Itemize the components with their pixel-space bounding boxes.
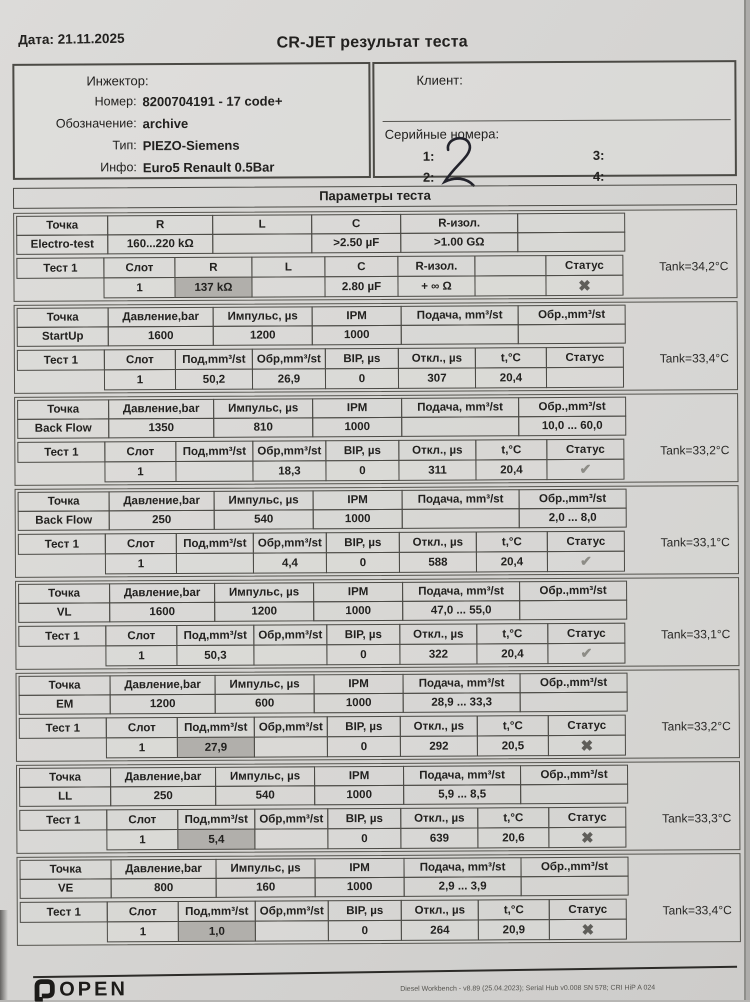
test-value-cell: 50,3 bbox=[176, 645, 254, 666]
test-value-row bbox=[103, 274, 736, 298]
test-header-cell: t,°C bbox=[476, 531, 548, 552]
test-value-row bbox=[106, 826, 739, 850]
test-value-cell: 0 bbox=[327, 828, 401, 849]
test-header-cell: BIP, µs bbox=[325, 348, 399, 369]
point-table bbox=[18, 580, 738, 623]
test-value-cell: 137 kΩ bbox=[174, 277, 252, 298]
test-header-cell: Под,mm³/st bbox=[176, 533, 254, 554]
test-header-cell: Под,mm³/st bbox=[178, 901, 256, 922]
test-value-cell bbox=[254, 736, 328, 757]
test-header-cell: BIP, µs bbox=[327, 808, 401, 829]
point-value-cell bbox=[520, 784, 628, 805]
point-header-cell: Обр.,mm³/st bbox=[520, 857, 628, 878]
point-value-cell: Back Flow bbox=[18, 510, 110, 530]
serial-numbers-label: Серийные номера: bbox=[384, 126, 500, 142]
point-header-cell: Точка bbox=[17, 307, 109, 327]
test-label-cell: Тест 1 bbox=[18, 533, 106, 554]
point-header-cell: Импульс, µs bbox=[215, 858, 315, 879]
test-header-cell: Под,mm³/st bbox=[177, 717, 255, 738]
point-header-cell: Обр.,mm³/st bbox=[518, 305, 626, 326]
point-value-cell bbox=[519, 600, 627, 621]
test-header-cell: Статус bbox=[549, 899, 627, 920]
point-header-cell: Подача, mm³/st bbox=[403, 673, 521, 694]
test-table bbox=[19, 806, 739, 851]
test-value-row bbox=[104, 366, 737, 390]
test-value-cell: 1 bbox=[104, 461, 176, 482]
test-header-cell: Обр,mm³/st bbox=[255, 900, 329, 921]
point-header-cell: C bbox=[311, 214, 401, 234]
status-pass-icon: ✔ bbox=[546, 459, 624, 480]
test-value-row bbox=[106, 734, 739, 758]
test-table bbox=[19, 714, 739, 759]
point-value-cell: 1200 bbox=[214, 601, 314, 622]
test-value-cell: 20,5 bbox=[477, 735, 549, 756]
field-label: Инфо: bbox=[100, 160, 137, 175]
point-header-cell: R-изол. bbox=[400, 213, 518, 234]
test-header-cell: t,°C bbox=[477, 807, 549, 828]
test-label-cell: Тест 1 bbox=[19, 717, 107, 738]
test-block-startup bbox=[14, 301, 738, 394]
point-header-cell: Импульс, µs bbox=[215, 674, 315, 695]
tank-temperature: Tank=34,2°C bbox=[659, 259, 729, 274]
test-header-cell: BIP, µs bbox=[327, 716, 401, 737]
point-value-cell: >2.50 µF bbox=[311, 233, 401, 253]
test-header-cell: Слот bbox=[104, 441, 176, 462]
test-value-cell bbox=[253, 644, 327, 665]
point-value-cell: 2,0 ... 8,0 bbox=[519, 508, 627, 529]
test-value-cell: 4,4 bbox=[253, 552, 327, 573]
point-value-cell: VE bbox=[20, 878, 112, 898]
point-table bbox=[17, 396, 737, 439]
software-version-info: Diesel Workbench - v8.89 (25.04.2023); Serial Hub v0.008 SN 578; CRI HiP A 024 bbox=[400, 984, 656, 993]
point-header-cell: Точка bbox=[18, 583, 110, 603]
point-table bbox=[17, 304, 737, 347]
point-value-cell: 28,9 ... 33,3 bbox=[403, 692, 521, 713]
field-label: Обозначение: bbox=[55, 116, 137, 131]
test-header-cell: t,°C bbox=[475, 439, 547, 460]
injector-field-row bbox=[14, 89, 368, 113]
point-table bbox=[19, 856, 739, 899]
test-value-cell: 20,4 bbox=[475, 459, 547, 480]
test-value-cell: 50,2 bbox=[175, 369, 253, 390]
point-value-row bbox=[18, 599, 738, 623]
test-value-cell: 322 bbox=[399, 643, 477, 664]
open-logo-icon bbox=[33, 979, 56, 1002]
point-value-cell: 250 bbox=[109, 510, 215, 531]
point-value-cell bbox=[520, 692, 628, 713]
point-header-cell: Давление,bar bbox=[108, 399, 214, 420]
point-header-cell: Точка bbox=[19, 859, 111, 879]
point-value-cell: 10,0 ... 60,0 bbox=[518, 416, 626, 437]
test-header-cell: Статус bbox=[546, 439, 624, 460]
point-value-cell: 1200 bbox=[110, 694, 216, 715]
test-label-cell: Тест 1 bbox=[17, 441, 105, 462]
point-value-cell: VL bbox=[18, 602, 110, 622]
test-value-cell: 0 bbox=[325, 368, 399, 389]
test-value-cell: 20,6 bbox=[477, 827, 549, 848]
point-header-cell: Подача, mm³/st bbox=[401, 305, 519, 326]
point-value-cell: LL bbox=[19, 786, 111, 806]
point-header-cell: Точка bbox=[16, 215, 108, 235]
point-value-cell: 250 bbox=[110, 786, 216, 807]
point-header-cell: Давление,bar bbox=[109, 583, 215, 604]
test-value-cell: 1 bbox=[105, 553, 177, 574]
test-value-cell: 1 bbox=[105, 645, 177, 666]
test-value-row bbox=[105, 642, 738, 666]
point-value-cell: 1000 bbox=[312, 325, 402, 345]
test-header-cell: Слот bbox=[107, 901, 179, 922]
blocks-host bbox=[13, 209, 741, 949]
test-table bbox=[17, 438, 737, 483]
test-block-backflow-1 bbox=[14, 393, 738, 486]
test-label-cell: Тест 1 bbox=[18, 625, 106, 646]
test-value-cell: 20,4 bbox=[476, 643, 548, 664]
point-value-cell: 1200 bbox=[213, 325, 313, 346]
point-value-cell: EM bbox=[19, 694, 111, 714]
test-label-cell: Тест 1 bbox=[17, 349, 105, 370]
test-value-cell: 20,9 bbox=[478, 919, 550, 940]
test-header-cell: Обр,mm³/st bbox=[253, 532, 327, 553]
point-header-cell: Подача, mm³/st bbox=[402, 581, 520, 602]
test-header-cell: Слот bbox=[104, 349, 176, 370]
status-fail-icon: ✖ bbox=[548, 827, 626, 848]
test-value-row bbox=[107, 918, 740, 942]
test-value-row bbox=[105, 550, 738, 574]
point-value-row bbox=[16, 231, 736, 255]
test-value-cell bbox=[254, 828, 328, 849]
test-header-cell: Откл., µs bbox=[401, 899, 479, 920]
point-value-cell: 47,0 ... 55,0 bbox=[402, 600, 520, 621]
test-block-ll bbox=[16, 761, 740, 854]
point-value-cell: 800 bbox=[111, 878, 217, 899]
point-value-cell bbox=[401, 416, 519, 437]
test-value-cell bbox=[175, 461, 253, 482]
test-header-cell: Статус bbox=[547, 531, 625, 552]
test-block-vl bbox=[15, 577, 739, 670]
test-header-cell: L bbox=[251, 256, 325, 277]
report-date: Дата: 21.11.2025 bbox=[18, 30, 125, 48]
point-header-cell: IPM bbox=[314, 766, 404, 786]
point-header-cell: Импульс, µs bbox=[214, 490, 314, 511]
point-header-cell: Подача, mm³/st bbox=[403, 857, 521, 878]
point-header-cell: IPM bbox=[314, 858, 404, 878]
point-value-cell bbox=[212, 233, 312, 254]
point-header-cell: Давление,bar bbox=[109, 491, 215, 512]
injector-field-row bbox=[15, 111, 369, 135]
point-header-cell: Давление,bar bbox=[110, 767, 216, 788]
point-header-cell: Обр.,mm³/st bbox=[520, 765, 628, 786]
test-header-cell: t,°C bbox=[475, 347, 547, 368]
injector-info: Euro5 Renault 0.5Bar bbox=[142, 159, 275, 175]
injector-type: PIEZO-Siemens bbox=[142, 137, 240, 153]
point-table bbox=[19, 672, 739, 715]
test-header-cell: t,°C bbox=[478, 899, 550, 920]
test-value-cell: 307 bbox=[398, 367, 476, 388]
test-value-cell: 20,4 bbox=[475, 367, 547, 388]
test-value-cell: 264 bbox=[401, 919, 479, 940]
tank-temperature: Tank=33,4°C bbox=[662, 903, 732, 918]
test-header-cell: Статус bbox=[546, 347, 624, 368]
point-value-cell: 540 bbox=[215, 785, 315, 806]
test-header-cell: Обр,mm³/st bbox=[252, 440, 326, 461]
point-header-cell: IPM bbox=[312, 398, 402, 418]
test-header-cell: Слот bbox=[106, 717, 178, 738]
status-fail-icon: ✖ bbox=[549, 919, 627, 940]
point-value-row bbox=[19, 691, 739, 715]
point-header-cell: Обр.,mm³/st bbox=[519, 489, 627, 510]
test-label-cell: Тест 1 bbox=[19, 809, 107, 830]
test-header-cell: Слот bbox=[105, 533, 177, 554]
info-section bbox=[12, 60, 737, 185]
test-value-cell: 1 bbox=[106, 829, 178, 850]
test-block-backflow-2 bbox=[15, 485, 739, 578]
test-value-cell bbox=[474, 275, 546, 296]
point-value-cell: 1000 bbox=[314, 785, 404, 805]
point-value-cell bbox=[401, 324, 519, 345]
test-value-cell: 2.80 µF bbox=[324, 276, 398, 297]
test-header-cell: R-изол. bbox=[397, 255, 475, 276]
photo-edge bbox=[746, 0, 750, 1000]
point-value-cell: 1000 bbox=[313, 601, 403, 621]
client-label: Клиент: bbox=[416, 72, 463, 88]
test-value-cell: 0 bbox=[326, 552, 400, 573]
point-table bbox=[18, 488, 738, 531]
test-block-ve bbox=[16, 853, 740, 946]
serial-slot-1: 1: bbox=[422, 148, 435, 164]
test-value-cell: 27,9 bbox=[177, 737, 255, 758]
tank-temperature: Tank=33,4°C bbox=[659, 351, 729, 366]
test-header-cell: Обр,mm³/st bbox=[254, 808, 328, 829]
test-header-cell: Статус bbox=[548, 807, 626, 828]
point-header-cell: R bbox=[107, 215, 213, 236]
point-value-cell: 1000 bbox=[313, 509, 403, 529]
test-header-cell: Под,mm³/st bbox=[177, 809, 255, 830]
test-table bbox=[18, 530, 738, 575]
test-value-cell: 0 bbox=[327, 736, 401, 757]
test-header-cell: C bbox=[324, 256, 398, 277]
test-header-cell: Статус bbox=[547, 623, 625, 644]
tank-temperature: Tank=33,3°C bbox=[662, 811, 732, 826]
photo-edge-line bbox=[744, 0, 746, 1000]
point-value-cell: 1000 bbox=[312, 417, 402, 437]
test-value-cell bbox=[251, 276, 325, 297]
status-empty-cell bbox=[546, 367, 624, 388]
test-table bbox=[18, 622, 738, 667]
point-header-cell: Обр.,mm³/st bbox=[520, 673, 628, 694]
test-header-cell: Статус bbox=[548, 715, 626, 736]
tank-temperature: Tank=33,1°C bbox=[660, 535, 730, 550]
point-value-cell: Back Flow bbox=[17, 418, 109, 438]
test-header-cell: Под,mm³/st bbox=[175, 349, 253, 370]
test-header-cell: Обр,mm³/st bbox=[252, 348, 326, 369]
test-block-em bbox=[16, 669, 740, 762]
point-header-cell: Подача, mm³/st bbox=[402, 489, 520, 510]
point-header-cell: Импульс, µs bbox=[214, 582, 314, 603]
test-value-cell: 26,9 bbox=[252, 368, 326, 389]
point-value-cell bbox=[518, 324, 626, 345]
tank-temperature: Tank=33,2°C bbox=[660, 443, 730, 458]
status-fail-icon: ✖ bbox=[548, 735, 626, 756]
point-header-cell: Точка bbox=[19, 767, 111, 787]
point-value-row bbox=[20, 875, 740, 899]
test-header-cell: Откл., µs bbox=[398, 439, 476, 460]
injector-box bbox=[12, 62, 371, 180]
test-value-cell: 0 bbox=[326, 644, 400, 665]
test-header-cell: Слот bbox=[105, 625, 177, 646]
test-value-cell: 5,4 bbox=[177, 829, 255, 850]
point-table bbox=[16, 212, 736, 255]
point-value-cell: 1000 bbox=[314, 693, 404, 713]
point-header-cell: Импульс, µs bbox=[215, 766, 315, 787]
test-header-cell: Слот bbox=[103, 257, 175, 278]
client-box bbox=[372, 60, 737, 185]
status-pass-icon: ✔ bbox=[547, 551, 625, 572]
point-value-row bbox=[17, 415, 737, 439]
test-header-cell: Откл., µs bbox=[398, 347, 476, 368]
test-header-cell: BIP, µs bbox=[326, 624, 400, 645]
field-label: Номер: bbox=[94, 94, 137, 109]
test-header-cell: R bbox=[174, 257, 252, 278]
point-value-row bbox=[18, 507, 738, 531]
point-header-cell: Импульс, µs bbox=[213, 306, 313, 327]
point-header-cell: Давление,bar bbox=[108, 307, 214, 328]
test-value-row bbox=[104, 458, 737, 482]
status-fail-icon: ✖ bbox=[545, 275, 623, 296]
point-value-cell: 2,9 ... 3,9 bbox=[404, 876, 522, 897]
point-value-cell: 1600 bbox=[109, 602, 215, 623]
footer-divider bbox=[33, 966, 737, 978]
test-value-cell: 1 bbox=[104, 369, 176, 390]
test-value-cell: + ∞ Ω bbox=[397, 275, 475, 296]
injector-section-label: Инжектор: bbox=[86, 73, 149, 89]
test-label-cell: Тест 1 bbox=[20, 901, 108, 922]
point-header-cell: Точка bbox=[17, 399, 109, 419]
point-header-cell: Подача, mm³/st bbox=[401, 397, 519, 418]
point-value-row bbox=[19, 783, 739, 807]
point-value-cell: 810 bbox=[213, 417, 313, 438]
injector-number: 8200704191 - 17 code+ bbox=[142, 92, 283, 109]
test-value-cell: 1 bbox=[103, 277, 175, 298]
serial-slot-4: 4: bbox=[592, 168, 605, 184]
serial-slot-2: 2: bbox=[422, 169, 435, 185]
test-header-cell: Откл., µs bbox=[399, 623, 477, 644]
status-pass-icon: ✔ bbox=[547, 643, 625, 664]
point-value-cell: 160 bbox=[216, 877, 316, 898]
point-value-cell: StartUp bbox=[17, 326, 109, 346]
test-value-cell bbox=[176, 553, 254, 574]
tank-temperature: Tank=33,1°C bbox=[661, 627, 731, 642]
test-header-cell: t,°C bbox=[477, 715, 549, 736]
point-value-cell: Electro-test bbox=[16, 234, 108, 254]
test-table bbox=[17, 346, 737, 391]
test-value-cell: 1,0 bbox=[178, 921, 256, 942]
point-header-cell: L bbox=[212, 214, 312, 235]
point-value-cell: 160...220 kΩ bbox=[107, 234, 213, 255]
injector-field-row bbox=[15, 133, 369, 157]
point-value-cell bbox=[402, 508, 520, 529]
point-value-row bbox=[17, 323, 737, 347]
report-title: CR-JET результат теста bbox=[276, 33, 468, 52]
test-header-cell: Под,mm³/st bbox=[175, 441, 253, 462]
test-header-cell: Откл., µs bbox=[399, 531, 477, 552]
point-value-cell: 1000 bbox=[315, 877, 405, 897]
test-header-cell: Под,mm³/st bbox=[176, 625, 254, 646]
test-parameters-header: Параметры теста bbox=[13, 184, 737, 209]
test-table bbox=[20, 898, 740, 943]
test-header-cell: Обр,mm³/st bbox=[254, 716, 328, 737]
point-header-cell: Обр.,mm³/st bbox=[518, 397, 626, 418]
test-label-cell: Тест 1 bbox=[16, 257, 104, 278]
point-header-cell: Подача, mm³/st bbox=[403, 765, 521, 786]
point-value-cell bbox=[517, 232, 625, 253]
test-header-cell bbox=[474, 255, 546, 276]
test-value-cell: 1 bbox=[106, 737, 178, 758]
test-header-cell: Откл., µs bbox=[400, 807, 478, 828]
injector-field-row bbox=[15, 155, 369, 179]
point-header-cell: IPM bbox=[314, 674, 404, 694]
point-header-cell: IPM bbox=[313, 582, 403, 602]
point-header-cell: Импульс, µs bbox=[213, 398, 313, 419]
test-header-cell: Слот bbox=[106, 809, 178, 830]
point-header-cell: Обр.,mm³/st bbox=[519, 581, 627, 602]
test-value-cell: 18,3 bbox=[252, 460, 326, 481]
point-header-cell: Точка bbox=[19, 675, 111, 695]
tank-temperature: Tank=33,2°C bbox=[661, 719, 731, 734]
point-header-cell: IPM bbox=[313, 490, 403, 510]
field-label: Тип: bbox=[112, 138, 137, 153]
test-value-cell: 0 bbox=[328, 920, 402, 941]
point-header-cell: Точка bbox=[18, 491, 110, 511]
divider bbox=[383, 119, 731, 122]
point-value-cell: 540 bbox=[214, 509, 314, 530]
test-value-cell: 311 bbox=[398, 459, 476, 480]
logo-text: OPEN bbox=[59, 978, 128, 1001]
test-header-cell: t,°C bbox=[476, 623, 548, 644]
test-header-cell: BIP, µs bbox=[326, 532, 400, 553]
test-header-cell: BIP, µs bbox=[328, 900, 402, 921]
point-header-cell: Давление,bar bbox=[110, 675, 216, 696]
test-header-cell: Откл., µs bbox=[400, 715, 478, 736]
test-header-cell: Обр,mm³/st bbox=[253, 624, 327, 645]
point-value-cell: 1350 bbox=[108, 418, 214, 439]
test-value-cell: 639 bbox=[400, 827, 478, 848]
point-value-cell: >1.00 GΩ bbox=[400, 232, 518, 253]
test-value-cell: 20,4 bbox=[476, 551, 548, 572]
test-value-cell: 1 bbox=[107, 921, 179, 942]
test-value-cell bbox=[255, 920, 329, 941]
photo-edge-shadow bbox=[0, 910, 8, 1000]
test-value-cell: 0 bbox=[325, 460, 399, 481]
serial-slot-3: 3: bbox=[592, 147, 605, 163]
point-header-cell bbox=[517, 213, 625, 234]
point-value-cell bbox=[521, 876, 629, 897]
test-value-cell: 292 bbox=[400, 735, 478, 756]
test-table bbox=[16, 254, 736, 299]
point-header-cell: Давление,bar bbox=[110, 859, 216, 880]
test-header-cell: Статус bbox=[545, 255, 623, 276]
injector-designation: archive bbox=[142, 115, 189, 131]
point-table bbox=[19, 764, 739, 807]
point-value-cell: 5,9 ... 8,5 bbox=[403, 784, 521, 805]
point-value-cell: 600 bbox=[215, 693, 315, 714]
test-value-cell: 588 bbox=[399, 551, 477, 572]
test-header-cell: BIP, µs bbox=[325, 440, 399, 461]
test-block-electro-test bbox=[13, 209, 737, 302]
point-header-cell: IPM bbox=[312, 306, 402, 326]
vendor-logo bbox=[33, 978, 128, 1001]
point-value-cell: 1600 bbox=[108, 326, 214, 347]
